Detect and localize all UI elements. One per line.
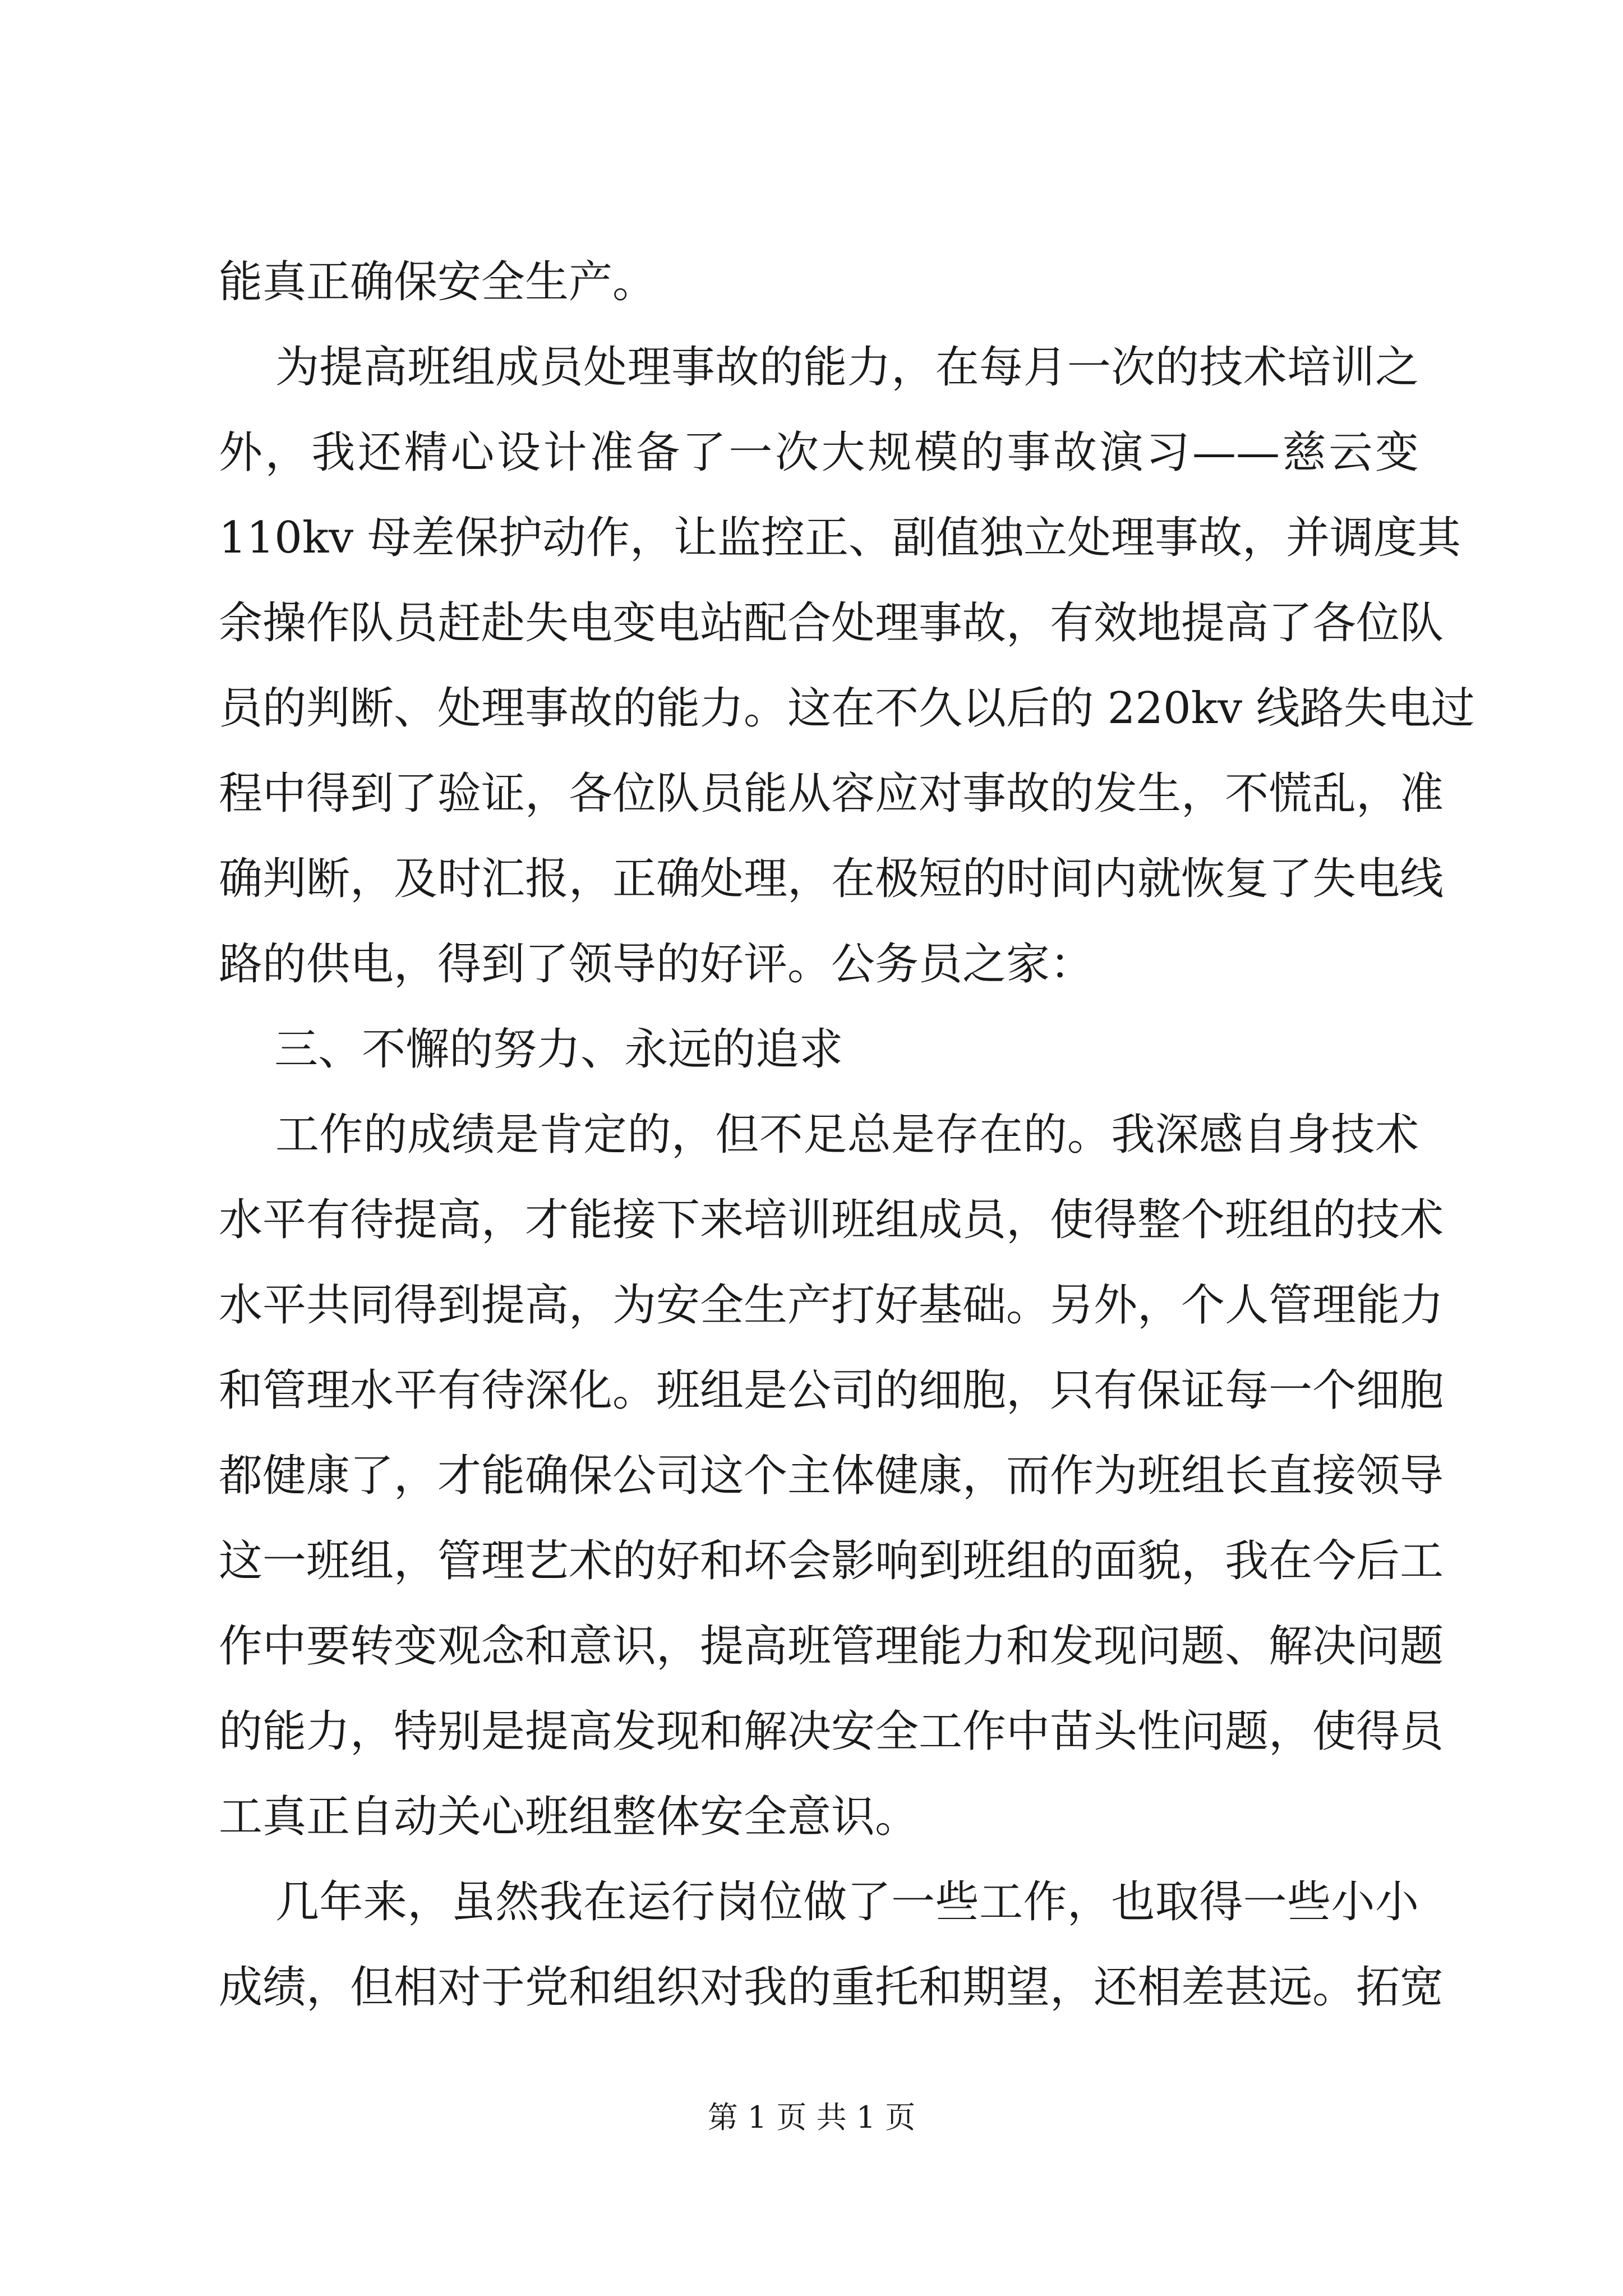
text-line: 几年来，虽然我在运行岗位做了一些工作，也取得一些小小 — [219, 1877, 1419, 1927]
text-line: 确判断，及时汇报，正确处理，在极短的时间内就恢复了失电线 — [219, 854, 1444, 904]
text-line: 水平有待提高，才能接下来培训班组成员，使得整个班组的技术 — [219, 1195, 1444, 1245]
section-heading: 三、不懈的努力、永远的追求 — [219, 1024, 843, 1075]
text-line: 的能力，特别是提高发现和解决安全工作中苗头性问题，使得员 — [219, 1706, 1444, 1757]
text-line: 工作的成绩是肯定的，但不足总是存在的。我深感自身技术 — [219, 1110, 1419, 1160]
text-line: 都健康了，才能确保公司这个主体健康，而作为班组长直接领导 — [219, 1451, 1444, 1501]
text-line: 成绩，但相对于党和组织对我的重托和期望，还相差甚远。拓宽 — [219, 1962, 1444, 2013]
text-line: 工真正自动关心班组整体安全意识。 — [219, 1792, 919, 1842]
text-line: 水平共同得到提高，为安全生产打好基础。另外，个人管理能力 — [219, 1280, 1444, 1331]
text-line: 为提高班组成员处理事故的能力，在每月一次的技术培训之 — [219, 342, 1419, 393]
text-line: 110kv 母差保护动作，让监控正、副值独立处理事故，并调度其 — [219, 513, 1461, 563]
text-line: 余操作队员赶赴失电变电站配合处理事故，有效地提高了各位队 — [219, 598, 1444, 648]
text-line: 外，我还精心设计准备了一次大规模的事故演习——慈云变 — [219, 427, 1419, 478]
text-line: 作中要转变观念和意识，提高班管理能力和发现问题、解决问题 — [219, 1621, 1444, 1672]
page-footer: 第 1 页 共 1 页 — [707, 2100, 916, 2135]
text-line: 和管理水平有待深化。班组是公司的细胞，只有保证每一个细胞 — [219, 1365, 1444, 1416]
text-line: 员的判断、处理事故的能力。这在不久以后的 220kv 线路失电过 — [219, 683, 1475, 734]
text-line: 能真正确保安全生产。 — [219, 257, 657, 307]
text-line: 程中得到了验证，各位队员能从容应对事故的发生，不慌乱，准 — [219, 769, 1444, 819]
text-line: 这一班组，管理艺术的好和坏会影响到班组的面貌，我在今后工 — [219, 1536, 1444, 1586]
text-line: 路的供电，得到了领导的好评。公务员之家： — [219, 939, 1094, 990]
